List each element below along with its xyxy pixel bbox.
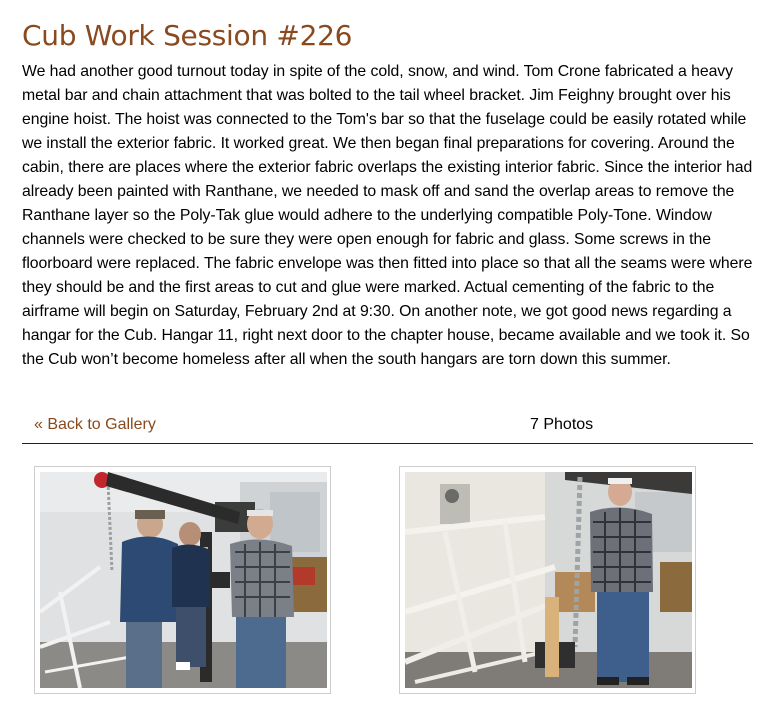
gallery-nav-bar (22, 412, 753, 444)
gallery-thumbnail-1[interactable] (34, 466, 331, 694)
gallery-thumbnail-2[interactable] (399, 466, 696, 694)
page-title: Cub Work Session #226 (22, 19, 353, 52)
photo-count: 7 Photos (530, 416, 594, 433)
photo-fuselage-chain (405, 472, 692, 688)
photo-workshop-hoist (40, 472, 327, 688)
back-to-gallery-link[interactable]: « Back to Gallery (34, 416, 156, 433)
session-description: We had another good turnout today in spite of the cold, snow, and wind. Tom Crone fabricated a heavy metal bar and chain attachment that was bolted to the tail wheel bracket. Jim Feighny brought over his engine hoist. The hoist was connected to the Tom's bar so that the fuselage could be easily rotated while we install the exterior fabric. It worked great. We then began final preparations for covering. Around the cabin, there are places where the exterior fabric overlaps the existing interior fabric. Since the interior had already been painted with Ranthane, we needed to mask off and sand the overlap areas to remove the Ranthane layer so the Poly-Tak glue would adhere to the underlying compatible Poly-Tone. Window channels were checked to be sure they were open enough for fabric and glass. Some screws in the floorboard were replaced. The fabric envelope was then fitted into place so that all the seams were where they should be and the first areas to cut and glue were marked. Actual cementing of the fabric to the airframe will begin on Saturday, February 2nd at 9:30. On another note, we got good news regarding a hangar for the Cub. Hangar 11, right next door to the chapter house, became available and we took it. So the Cub won’t become homeless after all when the south hangars are torn down this summer. (22, 63, 753, 368)
